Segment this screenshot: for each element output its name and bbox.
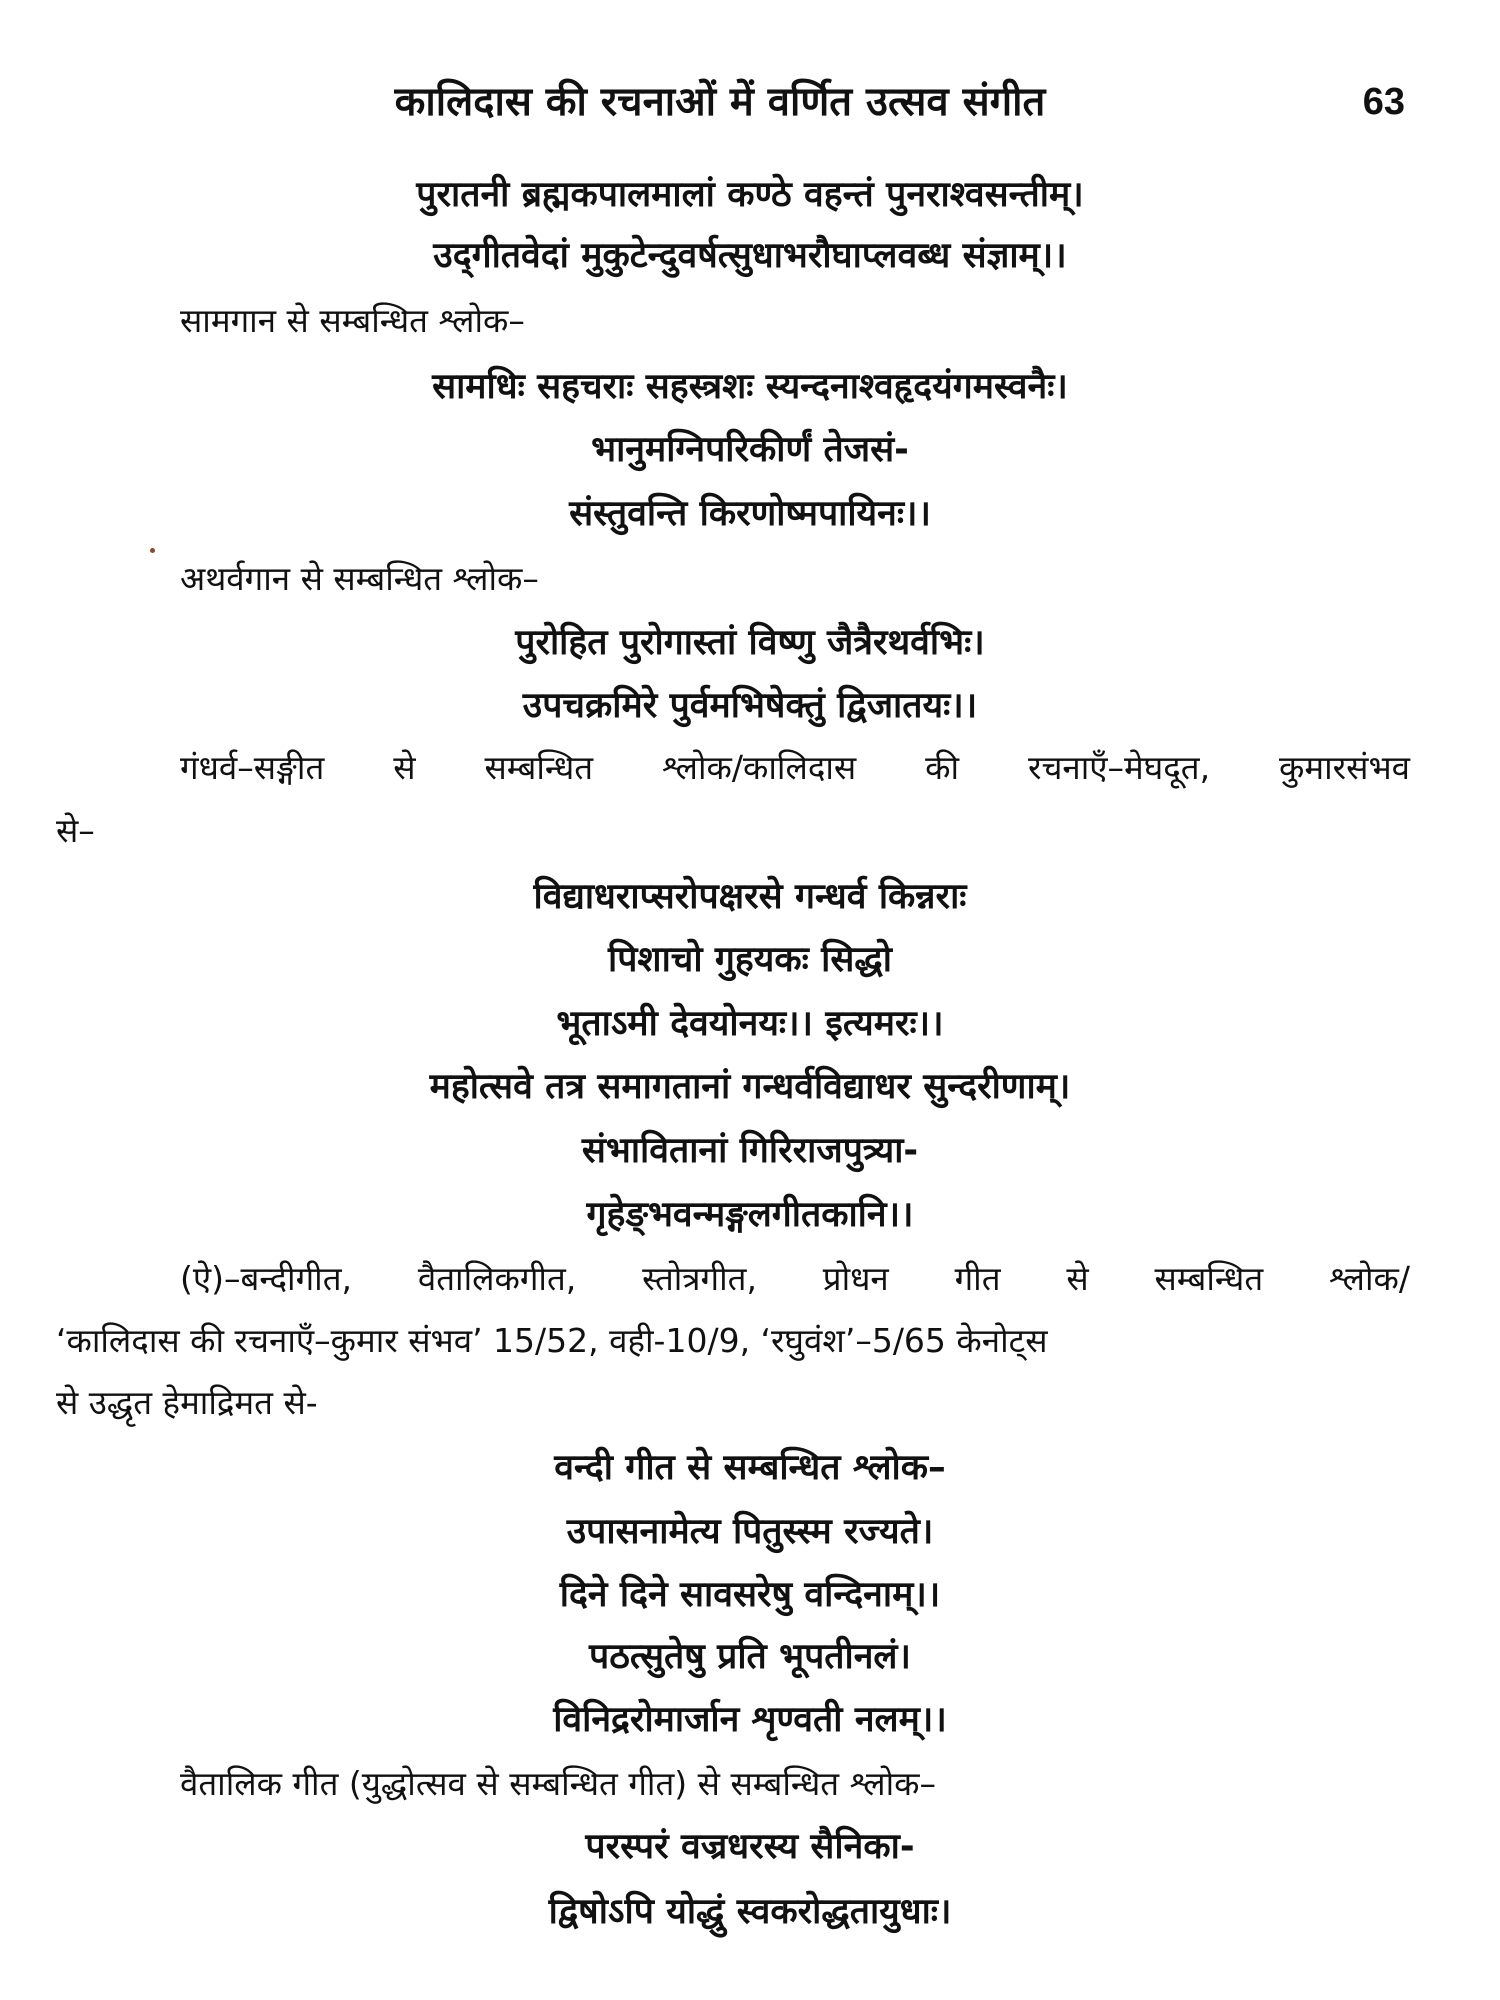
verse-line: भूताऽमी देवयोनयः।। इत्यमरः।। [556,1003,944,1044]
verse-line: पठत्सुतेषु प्रति भूपतीनलं। [589,1636,911,1677]
verse-line: दिने दिने सावसरेषु वन्दिनाम्।। [559,1574,941,1615]
verse-line: महोत्सवे तत्र समागतानां गन्धर्वविद्याधर सुन्दरीणाम्। [429,1066,1071,1107]
verse-line: द्विषोऽपि योद्धुं स्वकरोद्धतायुधाः। [548,1891,952,1932]
verse-line: सामधिः सहचराः सहस्त्रशः स्यन्दनाश्वहृदयंगमस्वनैः। [432,366,1068,407]
section-label: सामगान से सम्बन्धित श्लोक– [180,301,525,340]
verse-line: संस्तुवन्ति किरणोष्मपायिनः।। [569,493,931,534]
paragraph-line: से उद्धृत हेमाद्रिमत से- [56,1383,318,1422]
verse-line: परस्परं वज्रधरस्य सैनिका- [585,1826,915,1867]
paragraph-line: से– [56,811,95,850]
verse-line: पिशाचो गुहयकः सिद्धो [608,939,892,980]
verse-line: भानुमग्निपरिकीर्णं तेजसं- [591,429,909,470]
paragraph-line: गंधर्व–सङ्गीत से सम्बन्धित श्लोक/कालिदास की रचनाएँ–मेघदूत, कुमारसंभव [180,748,1410,787]
verse-line: उपचक्रमिरे पुर्वमभिषेक्तुं द्विजातयः।। [522,685,978,726]
verse-line: पुरोहित पुरोगास्तां विष्णु जैत्रैरथर्वभिः। [515,622,985,663]
verse-line: उद्‌गीतवेदां मुकुटेन्दुवर्षत्सुधाभरौघाप्लवब्ध संज्ञाम्।। [433,235,1067,276]
print-speck [150,548,155,553]
verse-line: संभावितानां गिरिराजपुत्र्या- [581,1130,919,1171]
section-label: अथर्वगान से सम्बन्धित श्लोक– [180,559,539,598]
verse-line: गृहेङ्भवन्मङ्गलगीतकानि।। [586,1194,914,1235]
verse-line: पुरातनी ब्रह्मकपालमालां कण्ठे वहन्तं पुनराश्वसन्तीम्। [416,174,1084,215]
page-number: 63 [1362,81,1405,123]
running-head [0,72,1500,132]
verse-heading: वन्दी गीत से सम्बन्धित श्लोक– [554,1447,946,1488]
verse-line: विनिद्ररोमार्जान शृण्वती नलम्।। [553,1699,947,1740]
chapter-title: कालिदास की रचनाओं में वर्णित उत्सव संगीत [394,79,1046,125]
paragraph-line: ‘कालिदास की रचनाएँ–कुमार संभव’ 15/52, वही-10/9, ‘रघुवंश’–5/65 केनोट्स [56,1321,1048,1360]
section-label: वैतालिक गीत (युद्धोत्सव से सम्बन्धित गीत) से सम्बन्धित श्लोक– [180,1764,936,1803]
verse-line: उपासनामेत्य पितुस्स्म रज्यते। [566,1511,934,1552]
paragraph-line: (ऐ)–बन्दीगीत, वैतालिकगीत, स्तोत्रगीत, प्रोधन गीत से सम्बन्धित श्लोक/ [180,1259,1410,1298]
verse-line: विद्याधराप्सरोपक्षरसे गन्धर्व किन्नराः [533,876,967,917]
